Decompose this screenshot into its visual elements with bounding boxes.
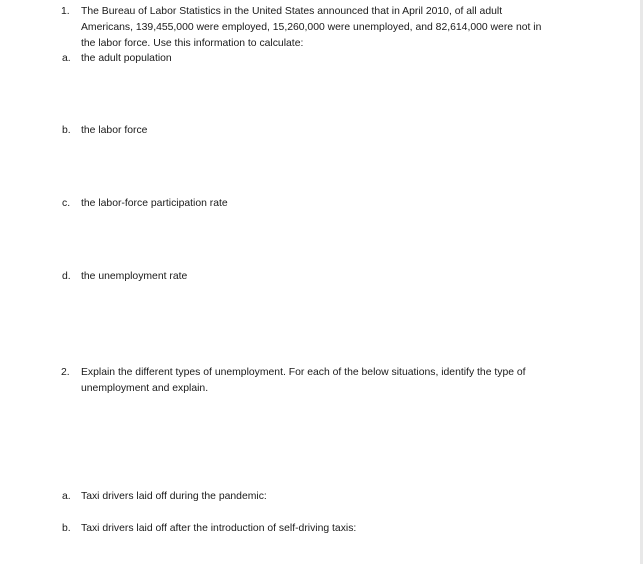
question-2-number: 2. <box>61 367 70 378</box>
question-2-part-a-text: Taxi drivers laid off during the pandemic: <box>81 491 267 502</box>
question-2-line-1: Explain the different types of unemployment. For each of the below situations, identify the type of <box>81 367 526 378</box>
question-1-number: 1. <box>61 6 70 17</box>
question-2-part-a-letter: a. <box>62 491 71 502</box>
question-1-part-c-text: the labor-force participation rate <box>81 198 228 209</box>
question-1-part-a-text: the adult population <box>81 53 172 64</box>
question-2-line-2: unemployment and explain. <box>81 383 209 394</box>
question-1-part-d-text: the unemployment rate <box>81 271 188 282</box>
question-1-part-c-letter: c. <box>62 198 71 209</box>
question-1-part-d-letter: d. <box>62 271 71 282</box>
question-2-part-b-text: Taxi drivers laid off after the introduction of self-driving taxis: <box>81 523 357 534</box>
question-1-line-1: The Bureau of Labor Statistics in the United States announced that in April 2010, of all adult <box>81 6 503 17</box>
question-1-line-2: Americans, 139,455,000 were employed, 15,260,000 were unemployed, and 82,614,000 were not in <box>81 22 542 33</box>
question-1-part-b-text: the labor force <box>81 125 148 136</box>
question-1-line-3: the labor force. Use this information to calculate: <box>81 38 304 49</box>
question-2-part-b-letter: b. <box>62 523 71 534</box>
question-1-part-b-letter: b. <box>62 125 71 136</box>
question-1-part-a-letter: a. <box>62 53 71 64</box>
